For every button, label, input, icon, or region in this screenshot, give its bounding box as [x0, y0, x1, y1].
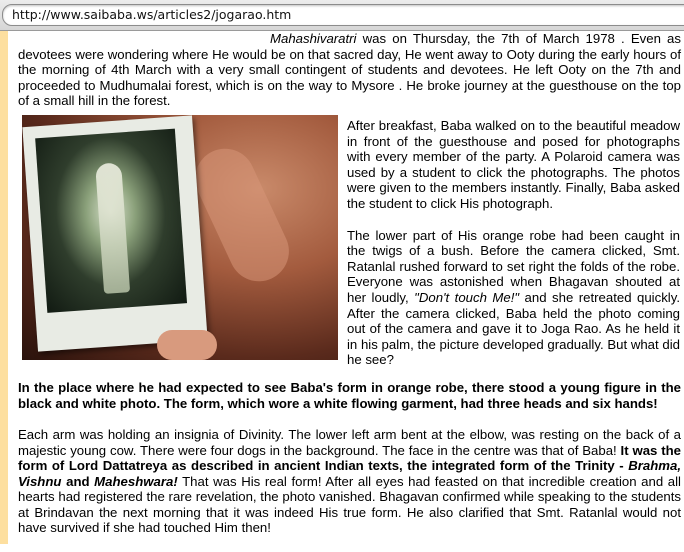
- bold-text: It was the form of Lord Dattatreya as described in ancient Indian texts, the integrated form of the Trinity -: [18, 442, 681, 473]
- bold-italic-text: Maheshwara!: [94, 473, 178, 489]
- paragraph-text: and she retreated quickly. After the camera clicked, Baba held the photo coming out of the camera and gave it to Joga Rao. As he held it in his palm, the picture developed gradually. But what did he see?: [347, 289, 681, 368]
- article-right-column: [347, 118, 680, 384]
- quote-dont-touch: "Don't touch Me!": [414, 289, 520, 305]
- bold-text: In the place where he had expected to see Baba's form in orange robe, there stood a young figure in the black and white photo. The form, which wore a white flowing garment, had three heads and six hands!: [18, 380, 681, 411]
- paragraph-breakfast: After breakfast, Baba walked on to the beautiful meadow in front of the guesthouse and posed for photographs with every member of the party. A Polaroid camera was used by a student to click the photographs. The photos were given to the members instantly. Finally, Baba asked the student to click His photograph.: [347, 118, 680, 211]
- divine-figure: [95, 162, 130, 293]
- left-decorative-stripe: [0, 31, 8, 544]
- paragraph-text: The lower part of His orange robe had been caught in the twigs of a bush. Before the camera clicked, Smt. Ratanlal rushed forward to set right the folds of the robe. Everyone was astonished when Bhagavan shouted at her loudly,: [347, 227, 680, 305]
- url-input[interactable]: http://www.saibaba.ws/articles2/jogarao.htm: [2, 4, 684, 26]
- paragraph-text: was on Thursday, the 7th of March 1978 . Even as devotees were wondering where He would be on that sacred day, He went away to Ooty during the early hours of the morning of 4th March with a very small contingent of students and devotees. He left Ooty on the 7th and proceeded to Mudhumalai forest, which is on the way to Mysore . He broke journey at the guesthouse on the top of a small hill in the forest.: [18, 31, 681, 108]
- paragraph-revelation: [18, 380, 681, 411]
- hand-finger: [157, 330, 217, 360]
- paragraph-robe: [347, 228, 680, 368]
- polaroid-photo-in-hand: [22, 115, 338, 360]
- paragraph-text: Each arm was holding an insignia of Divinity. The lower left arm bent at the elbow, was resting on the back of a majestic young cow. There were four dogs in the background. The face in the centre was that of Baba!: [18, 427, 681, 458]
- paragraph-dattatreya: [18, 427, 681, 536]
- paragraph-intro: [18, 31, 681, 109]
- polaroid-print: [22, 115, 207, 351]
- article-intro: [18, 31, 681, 125]
- emphasis-mahashivaratri: Mahashivaratri: [270, 31, 357, 46]
- bold-italic-text: Brahma, Vishnu: [18, 458, 681, 489]
- bold-text: and: [61, 473, 95, 489]
- paragraph-text: That was His real form! After all eyes had feasted on that incredible creation and all hearts had registered the rare revelation, the photo vanished. Bhagavan confirmed while speaking to the students at Brindavan the next morning that it was indeed His true form. He also clarified that Smt. Ratanlal would not have survived if she had touched Him then!: [18, 473, 681, 535]
- dattatreya-image: [35, 129, 187, 313]
- article-lower: [18, 380, 681, 552]
- browser-address-bar: [0, 0, 684, 31]
